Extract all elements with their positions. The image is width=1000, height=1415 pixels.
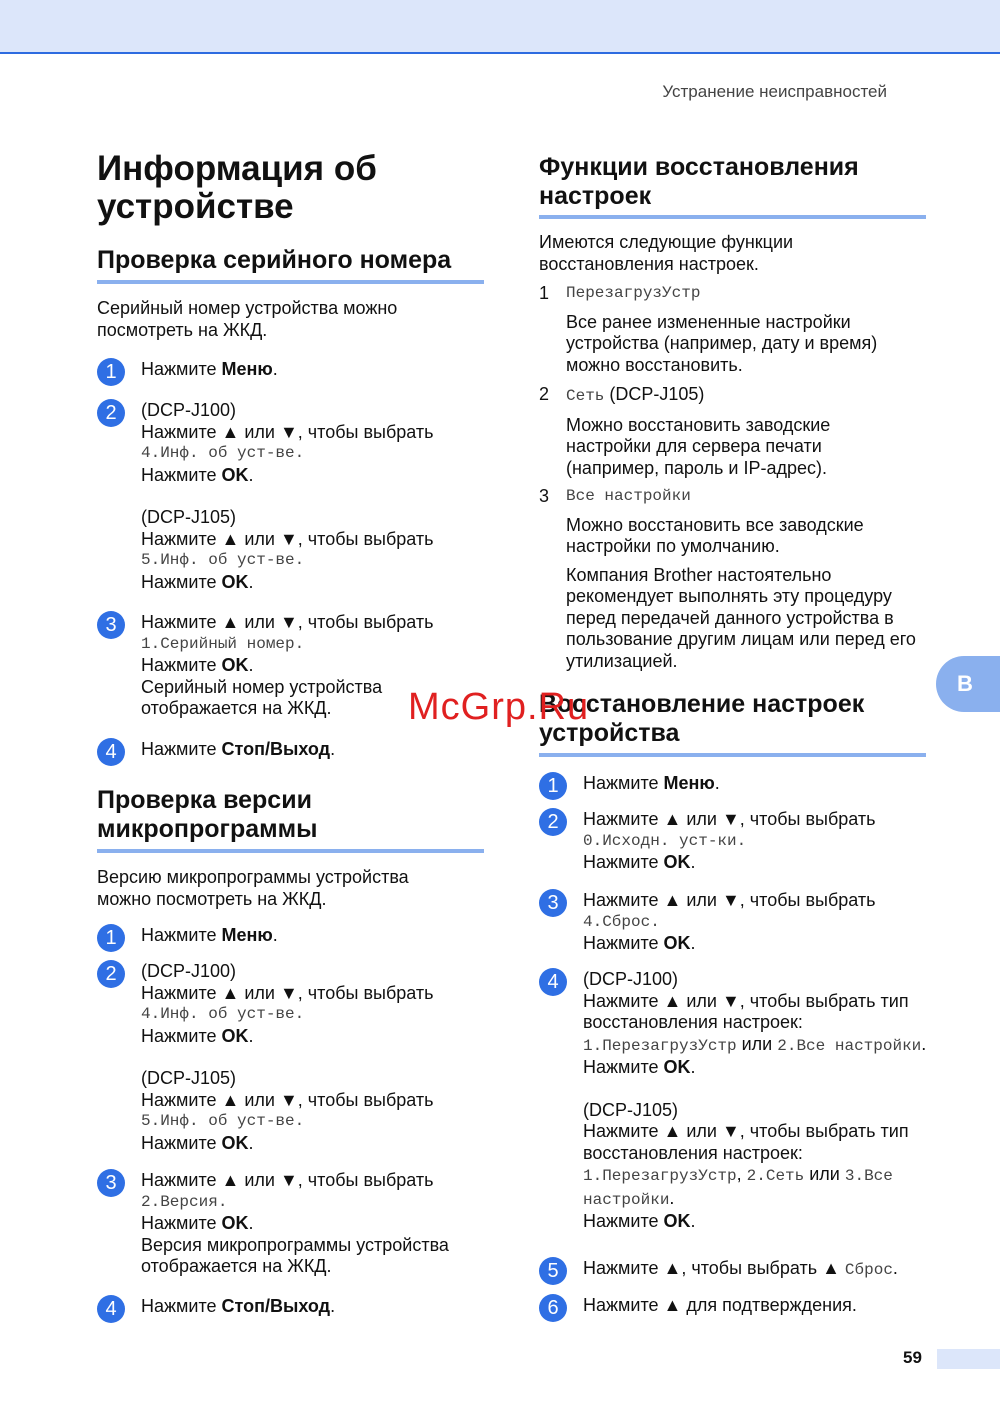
select-instruction: Нажмите ▲ или ▼, чтобы выбрать (583, 809, 876, 829)
running-header: Устранение неисправностей (662, 82, 887, 101)
menu-key: Меню (221, 925, 273, 945)
lcd-menu-item: 5.Инф. об уст-ве. (141, 1112, 305, 1130)
select-instruction: Нажмите ▲ или ▼, чтобы выбрать (141, 612, 434, 632)
select-instruction: Нажмите ▲ или ▼, чтобы выбрать тип восстановления настроек: (583, 990, 909, 1032)
select-instruction: Нажмите ▲ или ▼, чтобы выбрать (141, 982, 434, 1003)
ok-instruction: Нажмите OK. (583, 852, 696, 872)
ok-instruction: Нажмите OK. (141, 571, 254, 592)
step-number: 2 (97, 399, 125, 427)
chapter-tab: B (936, 656, 1000, 712)
lcd-menu-item: 4.Сброс. (583, 912, 660, 931)
model-label: (DCP-J100) (583, 969, 679, 989)
menu-key: Меню (221, 359, 273, 379)
step-number: 1 (97, 924, 125, 952)
step-number: 1 (539, 772, 567, 800)
ok-instruction: Нажмите OK. (583, 1211, 696, 1231)
model-label: (DCP-J100) (141, 400, 237, 420)
function-item-3 (566, 486, 931, 672)
select-instruction: Нажмите ▲ или ▼, чтобы выбрать (141, 421, 434, 442)
firmware-heading: Проверка версии микропрограммы (97, 786, 318, 843)
lcd-menu-item: 2.Версия. (141, 1192, 228, 1211)
page-title: Информация об устройстве (97, 149, 377, 226)
firmware-heading-rule (97, 849, 484, 853)
select-instruction: Нажмите ▲ или ▼, чтобы выбрать (583, 890, 876, 910)
functions-heading-rule (539, 215, 926, 219)
function-name: ПерезагрузУстр (566, 284, 701, 302)
function-description: Можно восстановить все заводские настройки по умолчанию. (566, 514, 864, 556)
function-item-1 (566, 283, 931, 376)
restore-heading: Восстановление настроек устройства (539, 690, 865, 747)
step-number: 2 (539, 808, 567, 836)
select-instruction: Нажмите ▲ или ▼, чтобы выбрать (141, 528, 434, 549)
functions-heading: Функции восстановления настроек (539, 153, 859, 210)
function-name: Все настройки (566, 487, 691, 505)
step-number: 3 (539, 889, 567, 917)
step-number: 1 (97, 358, 125, 386)
item-number: 1 (539, 283, 550, 303)
select-instruction: Нажмите ▲ или ▼, чтобы выбрать тип восстановления настроек: (583, 1121, 909, 1163)
step-note: Серийный номер устройства отображается на ЖКД. (141, 676, 383, 718)
menu-key: Меню (663, 773, 715, 793)
step-number: 2 (97, 960, 125, 988)
lcd-menu-item: 4.Инф. об уст-ве. (141, 1005, 305, 1023)
watermark: McGrp.Ru (408, 686, 590, 728)
step-number: 4 (97, 738, 125, 766)
lcd-menu-item: 5.Инф. об уст-ве. (141, 551, 305, 569)
serial-heading-rule (97, 280, 484, 284)
lcd-menu-item: 0.Исходн. уст-ки. (583, 831, 747, 850)
function-description: Все ранее измененные настройки устройства (например, дату и время) можно восстановить. (566, 311, 878, 375)
lcd-menu-item: 4.Инф. об уст-ве. (141, 444, 305, 462)
function-description: Можно восстановить заводские настройки для сервера печати (например, пароль и IP-адрес). (566, 414, 831, 478)
function-note: Компания Brother настоятельно рекомендует выполнять эту процедуру перед передачей данного устройства в пользование другим лицам или перед его утилизацией. (566, 564, 916, 671)
ok-instruction: Нажмите OK. (141, 1213, 254, 1233)
step-number: 3 (97, 611, 125, 639)
option-list: 1.ПерезагрузУстр, 2.Сеть или 3.Все настройки. (583, 1164, 893, 1209)
firmware-intro: Версию микропрограммы устройства можно посмотреть на ЖКД. (97, 867, 409, 909)
model-label: (DCP-J105) (141, 507, 237, 527)
page-number-bar (937, 1349, 1000, 1369)
step-number: 5 (539, 1257, 567, 1285)
function-name: Сеть (566, 387, 605, 405)
ok-instruction: Нажмите OK. (583, 1057, 696, 1077)
lcd-menu-item: 1.Серийный номер. (141, 634, 305, 653)
ok-instruction: Нажмите OK. (141, 1132, 254, 1153)
top-banner (0, 0, 1000, 54)
step-number: 3 (97, 1169, 125, 1197)
ok-instruction: Нажмите OK. (141, 1025, 254, 1046)
ok-instruction: Нажмите OK. (141, 655, 254, 675)
function-item-2 (566, 384, 931, 479)
stop-exit-key: Стоп/Выход (221, 1296, 331, 1316)
model-label: (DCP-J105) (604, 384, 705, 404)
restore-heading-rule (539, 753, 926, 757)
serial-intro: Серийный номер устройства можно посмотреть на ЖКД. (97, 298, 398, 340)
serial-heading: Проверка серийного номера (97, 246, 452, 274)
select-instruction: Нажмите ▲ или ▼, чтобы выбрать (141, 1089, 434, 1110)
item-number: 2 (539, 384, 550, 404)
step-number: 6 (539, 1294, 567, 1322)
model-label: (DCP-J105) (141, 1068, 237, 1088)
option-list: 1.ПерезагрузУстр или 2.Все настройки. (583, 1033, 927, 1055)
item-number: 3 (539, 486, 550, 506)
step-number: 4 (97, 1295, 125, 1323)
lcd-menu-item: Сброс (844, 1261, 893, 1279)
select-instruction: Нажмите ▲ или ▼, чтобы выбрать (141, 1170, 434, 1190)
step-number: 4 (539, 968, 567, 996)
model-label: (DCP-J105) (583, 1099, 679, 1120)
step-note: Версия микропрограммы устройства отображается на ЖКД. (141, 1234, 449, 1276)
model-label: (DCP-J100) (141, 961, 237, 981)
ok-instruction: Нажмите OK. (141, 464, 254, 485)
ok-instruction: Нажмите OK. (583, 933, 696, 953)
page-number: 59 (903, 1348, 922, 1367)
functions-intro: Имеются следующие функции восстановления настроек. (539, 232, 794, 274)
stop-exit-key: Стоп/Выход (221, 739, 331, 759)
